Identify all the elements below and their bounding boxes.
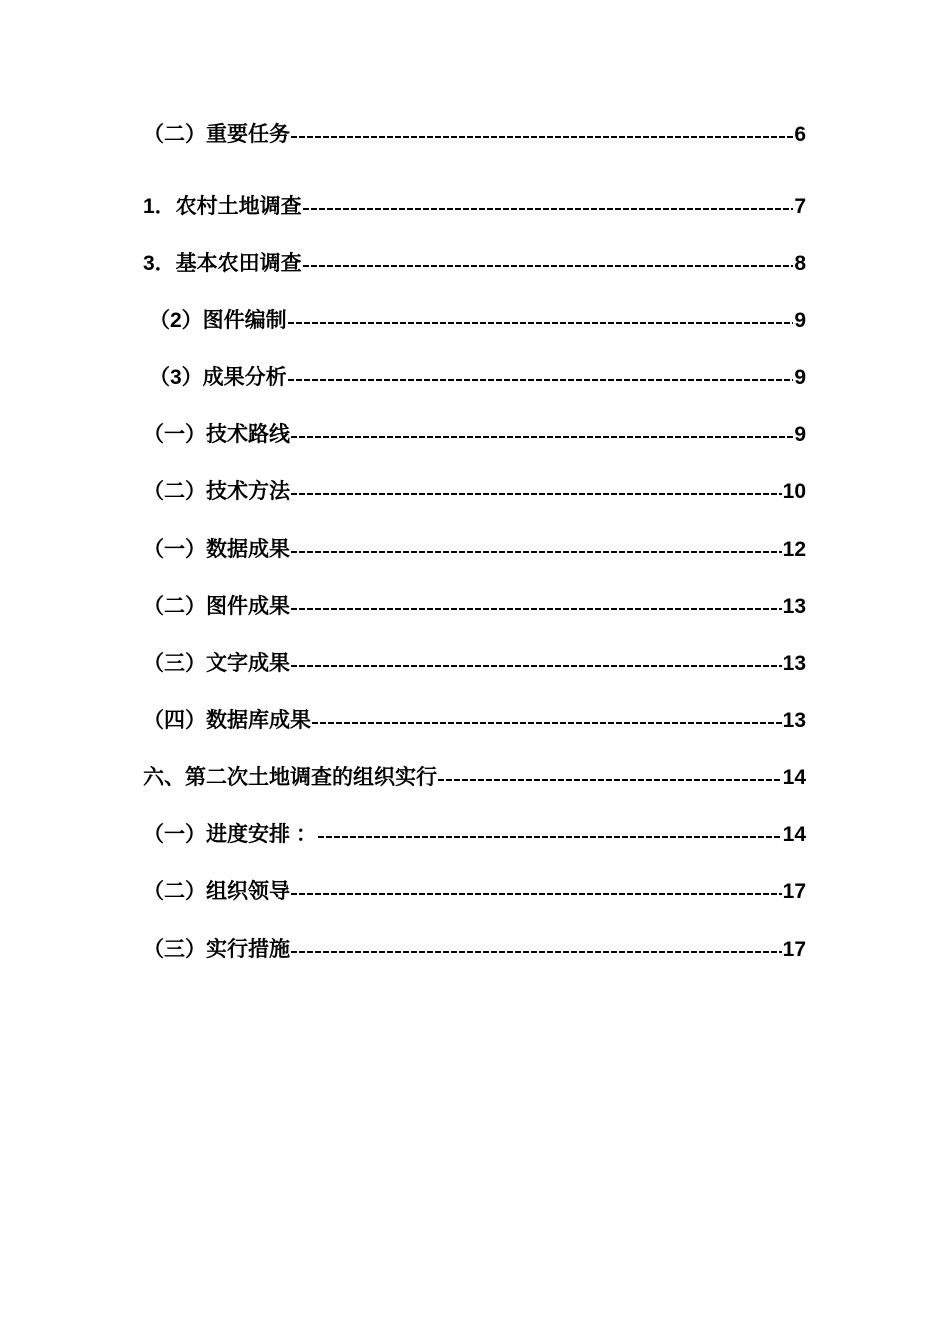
dash-leader xyxy=(291,936,782,964)
toc-entry-page: 8 xyxy=(794,251,806,275)
toc-entry-title: （2）图件编制 xyxy=(149,308,287,332)
toc-entry-title: （一）数据成果 xyxy=(143,537,290,561)
dash-leader xyxy=(288,364,794,392)
toc-entry[interactable] xyxy=(143,635,806,692)
toc-entry[interactable] xyxy=(143,921,806,978)
toc-entry[interactable] xyxy=(143,350,806,407)
dash-leader xyxy=(318,821,782,849)
toc-entry[interactable] xyxy=(143,692,806,749)
toc-entry-page: 13 xyxy=(782,708,806,732)
dash-leader xyxy=(438,764,782,792)
toc-entry-title: 3．基本农田调查 xyxy=(143,251,302,275)
dash-leader xyxy=(291,478,782,506)
toc-entry[interactable] xyxy=(143,121,806,149)
toc-entry-title: 1．农村土地调查 xyxy=(143,194,302,218)
dash-leader xyxy=(288,307,794,335)
toc-entry-page: 12 xyxy=(782,537,806,561)
toc-entry-page: 13 xyxy=(782,594,806,618)
dash-leader xyxy=(303,250,794,278)
toc-entry-page: 9 xyxy=(794,366,806,390)
toc-entry[interactable] xyxy=(143,178,806,235)
dash-leader xyxy=(291,593,782,621)
toc-entry[interactable] xyxy=(143,464,806,521)
toc-entry[interactable] xyxy=(143,807,806,864)
dash-leader xyxy=(303,193,794,221)
toc-entry-page: 14 xyxy=(782,766,806,790)
dash-leader xyxy=(291,650,782,678)
dash-leader xyxy=(312,707,782,735)
toc-entry-page: 10 xyxy=(782,480,806,504)
toc-entry-title: （一）进度安排 ： xyxy=(143,823,317,847)
toc-entry[interactable] xyxy=(143,292,806,349)
toc-entry-title: （3）成果分析 xyxy=(149,366,287,390)
toc-entry-title: （三）实行措施 xyxy=(143,937,290,961)
dash-leader xyxy=(291,878,782,906)
dash-leader xyxy=(291,421,793,449)
toc-entry-page: 14 xyxy=(782,823,806,847)
dash-leader xyxy=(291,121,793,149)
toc-entry[interactable] xyxy=(143,578,806,635)
toc-entry-title: （二）技术方法 xyxy=(143,480,290,504)
toc-entry-page: 13 xyxy=(782,651,806,675)
toc-entry-page: 9 xyxy=(794,308,806,332)
toc-entry-page: 17 xyxy=(782,880,806,904)
toc-entry-title: （一）技术路线 xyxy=(143,423,290,447)
toc-entry-title: 六、第二次土地调查的组织实行 xyxy=(143,766,437,790)
toc-entry-page: 7 xyxy=(794,194,806,218)
toc-entry-title: （四）数据库成果 xyxy=(143,708,311,732)
toc-entry-title: （二）图件成果 xyxy=(143,594,290,618)
toc-entry-title: （二）重要任务 xyxy=(143,123,290,146)
toc-entry-title: （二）组织领导 xyxy=(143,880,290,904)
toc-entry-page: 17 xyxy=(782,937,806,961)
toc-entry[interactable] xyxy=(143,864,806,921)
toc-entry[interactable] xyxy=(143,750,806,807)
toc-entry-page: 6 xyxy=(794,123,806,146)
toc-entry[interactable] xyxy=(143,407,806,464)
toc-entry-title: （三）文字成果 xyxy=(143,651,290,675)
toc-entry[interactable] xyxy=(143,235,806,292)
toc-entry[interactable] xyxy=(143,521,806,578)
dash-leader xyxy=(291,536,782,564)
table-of-contents xyxy=(143,121,806,978)
toc-entry-page: 9 xyxy=(794,423,806,447)
